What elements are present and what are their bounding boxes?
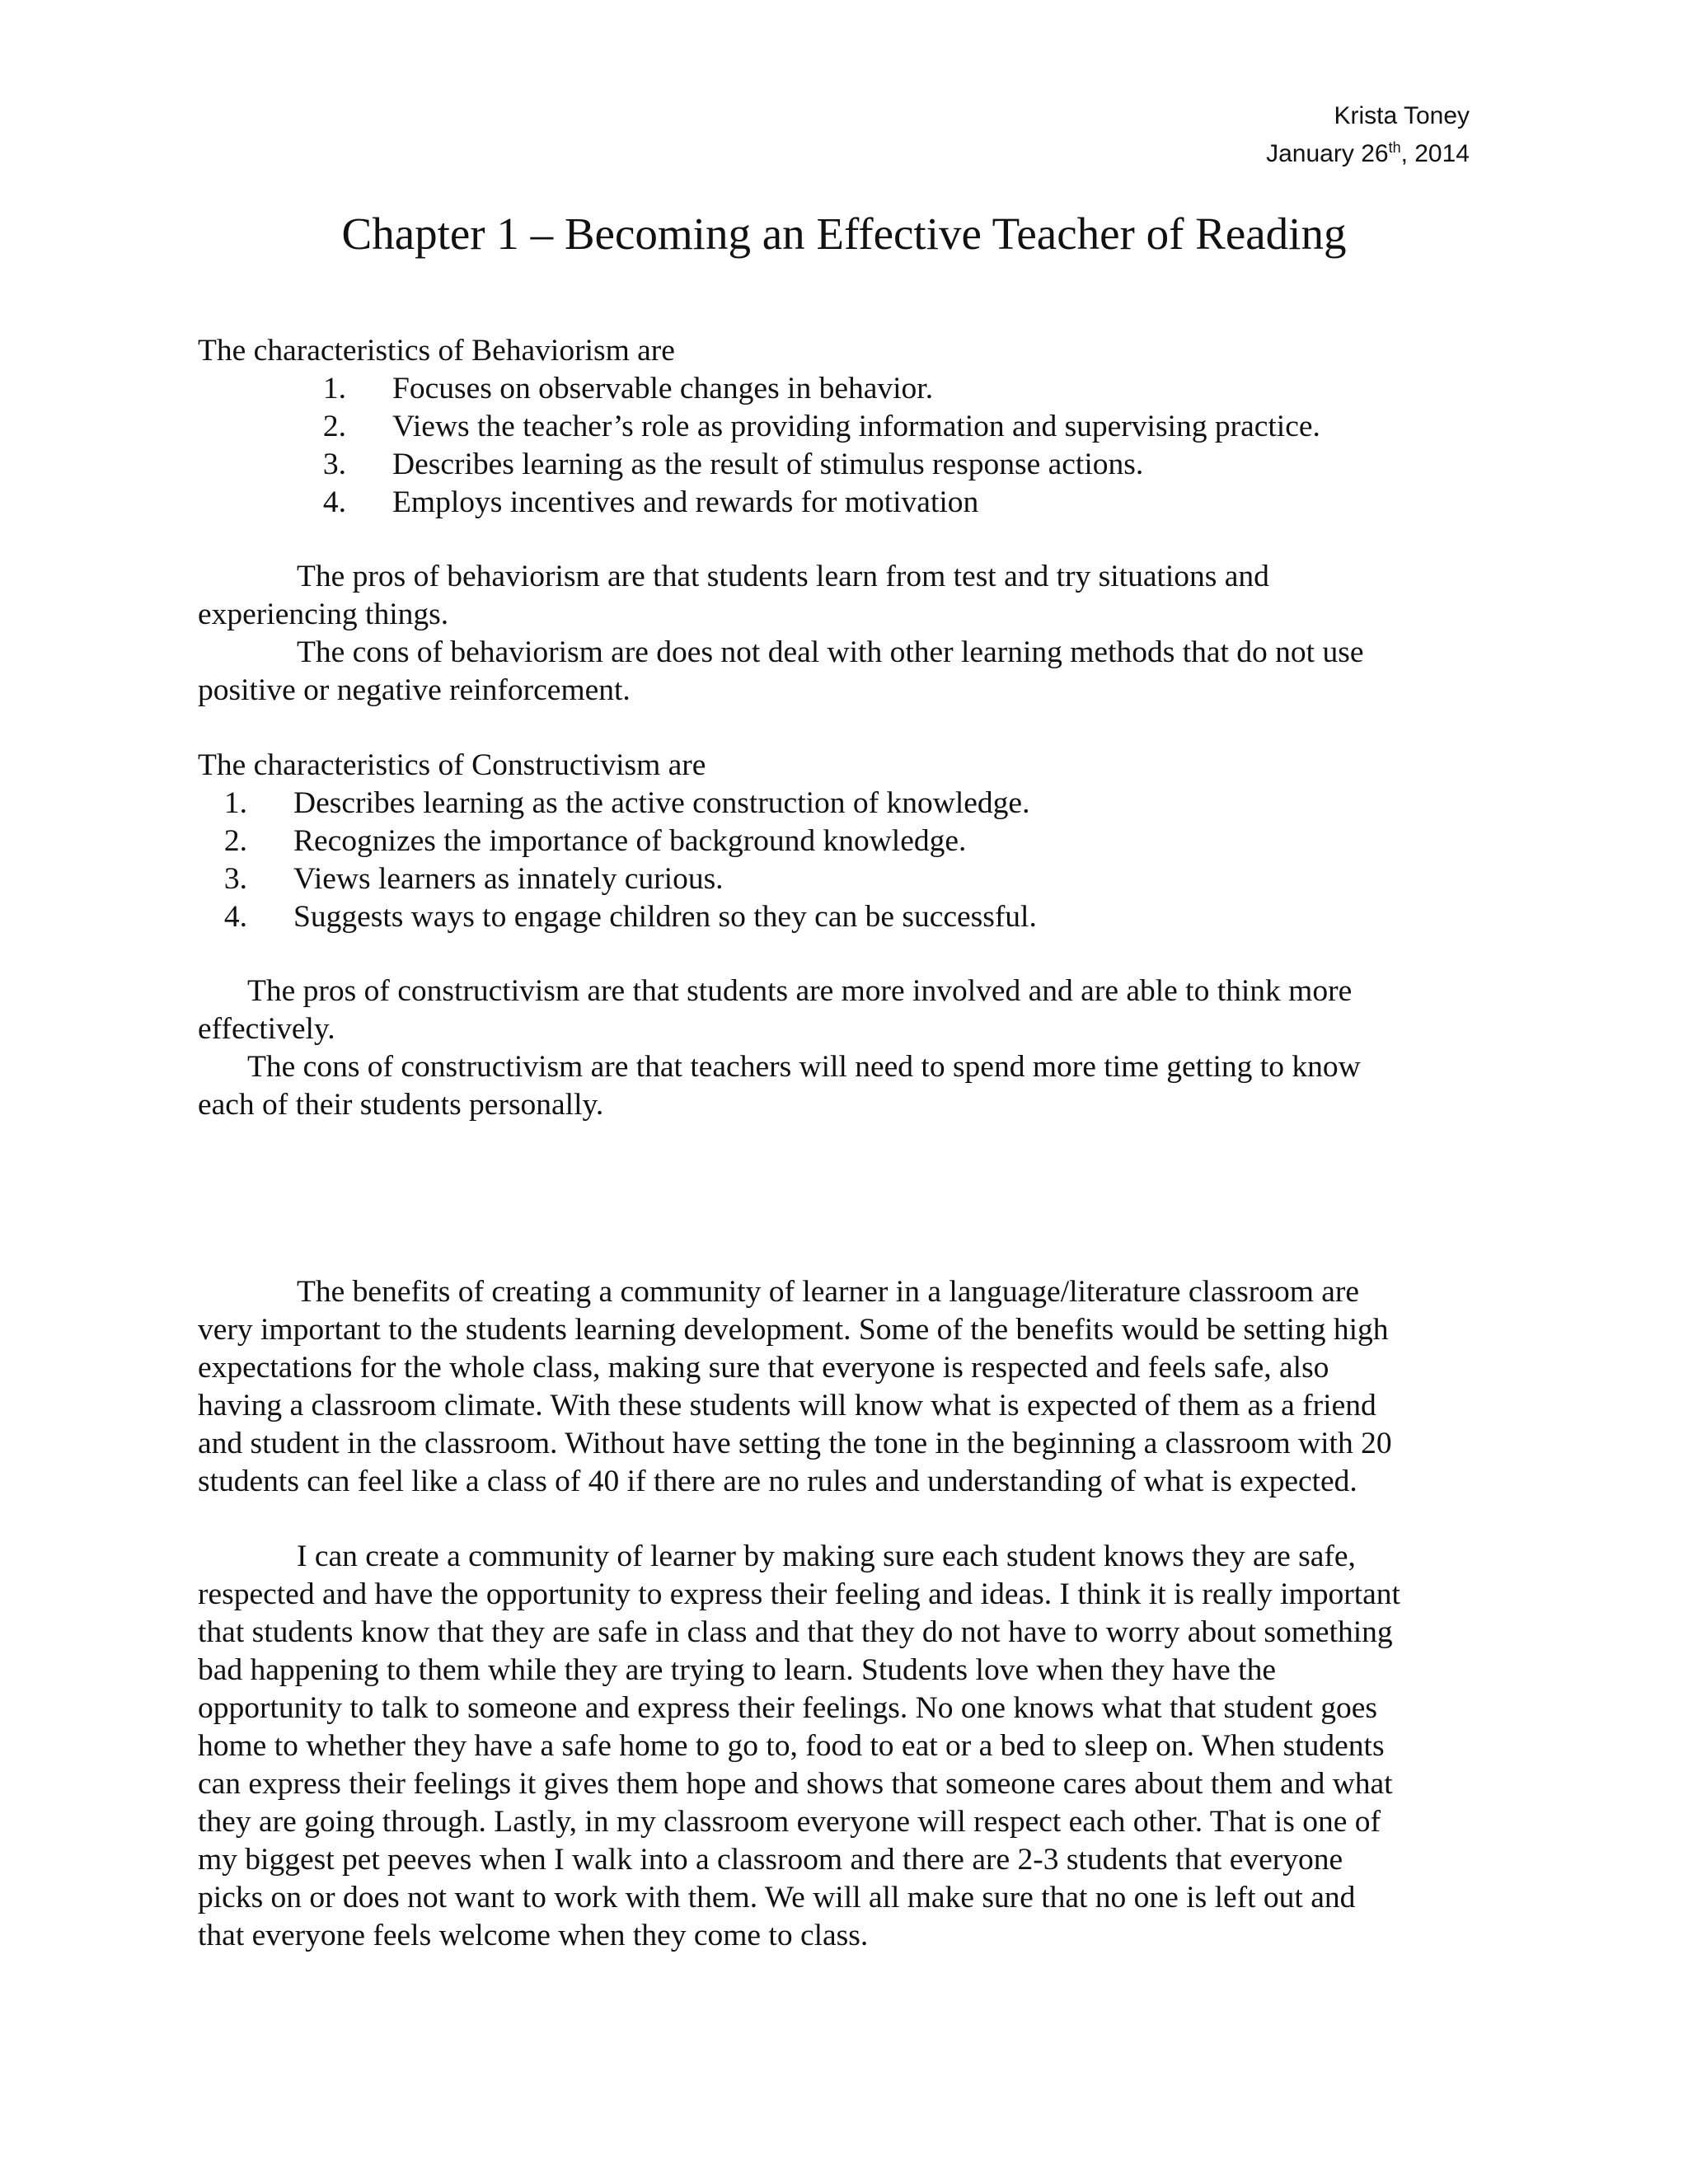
- date-superscript: th: [1388, 139, 1401, 156]
- list-text: Focuses on observable changes in behavior.: [392, 372, 934, 405]
- list-text: Views learners as innately curious.: [293, 862, 724, 896]
- list-number: 3.: [223, 862, 247, 896]
- list-item: [198, 860, 1517, 898]
- list-text: Employs incentives and rewards for motivation: [392, 485, 979, 519]
- benefits-paragraph: [198, 1273, 1517, 1501]
- list-item: [198, 898, 1517, 936]
- paragraph-line: having a classroom climate. With these students will know what is expected of them as a friend: [198, 1389, 1376, 1422]
- list-item: [198, 370, 1517, 408]
- list-number: 2.: [223, 824, 247, 858]
- paragraph-line: my biggest pet peeves when I walk into a classroom and there are 2-3 students that everyone: [198, 1843, 1343, 1877]
- paragraph-line: each of their students personally.: [198, 1088, 604, 1122]
- paragraph-line: that everyone feels welcome when they come to class.: [198, 1919, 869, 1952]
- list-item: [198, 484, 1517, 522]
- paragraph-line: that students know that they are safe in class and that they do not have to worry about something: [198, 1615, 1393, 1649]
- behaviorism-pros-paragraph: [198, 558, 1517, 634]
- paragraph-line: can express their feelings it gives them hope and shows that someone cares about them and what: [198, 1767, 1393, 1801]
- list-text: Views the teacher’s role as providing information and supervising practice.: [392, 410, 1320, 443]
- document-date: [1266, 135, 1470, 173]
- paragraph-line: The cons of behaviorism are does not deal with other learning methods that do not use: [297, 635, 1364, 669]
- paragraph-line: and student in the classroom. Without have setting the tone in the beginning a classroom with 20: [198, 1427, 1392, 1460]
- paragraph-line: The pros of behaviorism are that students learn from test and try situations and: [297, 560, 1269, 593]
- constructivism-pros-paragraph: [198, 972, 1517, 1048]
- behaviorism-section: [198, 332, 1517, 522]
- constructivism-intro: The characteristics of Constructivism are: [198, 748, 706, 782]
- community-paragraph: [198, 1538, 1517, 1955]
- paragraph-line: students can feel like a class of 40 if there are no rules and understanding of what is expected.: [198, 1465, 1357, 1498]
- paragraph-line: expectations for the whole class, making sure that everyone is respected and feels safe, also: [198, 1351, 1329, 1385]
- document-header: [1266, 97, 1470, 173]
- list-number: 2.: [322, 410, 346, 443]
- constructivism-cons-paragraph: [198, 1048, 1517, 1124]
- list-text: Recognizes the importance of background knowledge.: [293, 824, 967, 858]
- paragraph-line: experiencing things.: [198, 598, 449, 631]
- paragraph-line: picks on or does not want to work with them. We will all make sure that no one is left out and: [198, 1881, 1356, 1915]
- page-title: Chapter 1 – Becoming an Effective Teacher of Reading: [341, 209, 1347, 259]
- behaviorism-intro: The characteristics of Behaviorism are: [198, 334, 675, 368]
- author-name: Krista Toney: [1334, 102, 1470, 129]
- constructivism-section: [198, 747, 1517, 936]
- paragraph-line: very important to the students learning development. Some of the benefits would be setting high: [198, 1313, 1389, 1347]
- paragraph-line: The cons of constructivism are that teachers will need to spend more time getting to know: [247, 1050, 1361, 1084]
- paragraph-line: bad happening to them while they are trying to learn. Students love when they have the: [198, 1653, 1276, 1687]
- list-item: [198, 823, 1517, 860]
- list-text: Suggests ways to engage children so they can be successful.: [293, 900, 1037, 934]
- date-suffix: , 2014: [1400, 140, 1470, 167]
- behaviorism-cons-paragraph: [198, 634, 1517, 710]
- list-text: Describes learning as the active construction of knowledge.: [293, 786, 1030, 820]
- list-number: 4.: [223, 900, 247, 934]
- list-item: [198, 408, 1517, 446]
- paragraph-line: The benefits of creating a community of learner in a language/literature classroom are: [297, 1275, 1360, 1309]
- list-text: Describes learning as the result of stimulus response actions.: [392, 448, 1144, 481]
- paragraph-line: effectively.: [198, 1012, 335, 1046]
- paragraph-line: I can create a community of learner by making sure each student knows they are safe,: [297, 1540, 1356, 1573]
- list-number: 1.: [322, 372, 346, 405]
- paragraph-line: opportunity to talk to someone and express their feelings. No one knows what that student goes: [198, 1691, 1377, 1725]
- paragraph-line: home to whether they have a safe home to go to, food to eat or a bed to sleep on. When students: [198, 1729, 1385, 1763]
- date-prefix: January 26: [1266, 140, 1389, 167]
- paragraph-line: respected and have the opportunity to express their feeling and ideas. I think it is really important: [198, 1577, 1400, 1611]
- paragraph-line: The pros of constructivism are that students are more involved and are able to think more: [247, 974, 1353, 1008]
- list-item: [198, 785, 1517, 823]
- list-number: 4.: [322, 485, 346, 519]
- paragraph-line: they are going through. Lastly, in my classroom everyone will respect each other. That is one of: [198, 1805, 1381, 1839]
- paragraph-line: positive or negative reinforcement.: [198, 673, 631, 707]
- list-item: [198, 446, 1517, 484]
- list-number: 3.: [322, 448, 346, 481]
- list-number: 1.: [223, 786, 247, 820]
